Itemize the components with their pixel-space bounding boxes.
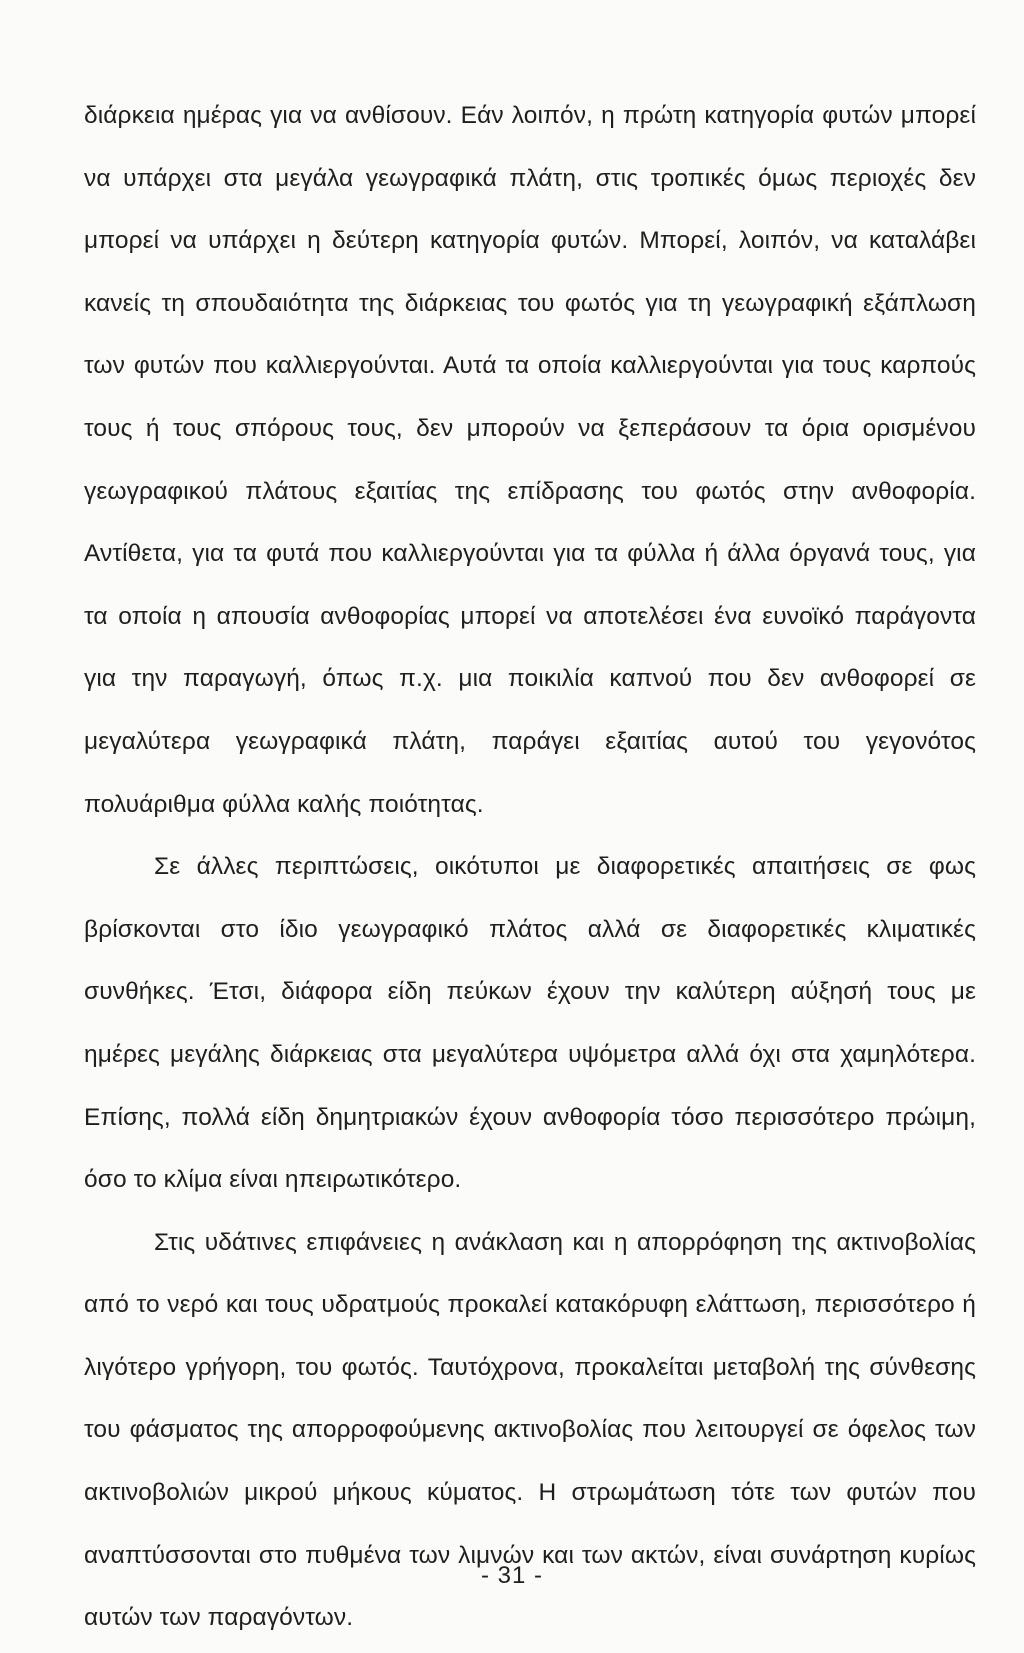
body-text [84,85,976,1650]
paragraph-1: διάρκεια ημέρας για να ανθίσουν. Εάν λοιπόν, η πρώτη κατηγορία φυτών μπορεί να υπάρχει στα μεγάλα γεωγραφικά πλάτη, στις τροπικές όμως περιοχές δεν μπορεί να υπάρχει η δεύτερη κατηγορία φυτών. Μπορεί, λοιπόν, να καταλάβει κανείς τη σπουδαιότητα της διάρκειας του φωτός για τη γεωγραφική εξάπλωση των φυτών που καλλιεργούνται. Αυτά τα οποία καλλιεργούνται για τους καρπούς τους ή τους σπόρους τους, δεν μπορούν να ξεπεράσουν τα όρια ορισμένου γεωγραφικού πλάτους εξαιτίας της επίδρασης του φωτός στην ανθοφορία. Αντίθετα, για τα φυτά που καλλιεργούνται για τα φύλλα ή άλλα όργανά τους, για τα οποία η απουσία ανθοφορίας μπορεί να αποτελέσει ένα ευνοϊκό παράγοντα για την παραγωγή, όπως π.χ. μια ποικιλία καπνού που δεν ανθοφορεί σε μεγαλύτερα γεωγραφικά πλάτη, παράγει εξαιτίας αυτού του γεγονότος πολυάριθμα φύλλα καλής ποιότητας. [84,102,976,818]
paragraph-3: Στις υδάτινες επιφάνειες η ανάκλαση και η απορρόφηση της ακτινοβολίας από το νερό και τους υδρατμούς προκαλεί κατακόρυφη ελάττωση, περισσότερο ή λιγότερο γρήγορη, του φωτός. Ταυτόχρονα, προκαλείται μεταβολή της σύνθεσης του φάσματος της απορροφούμενης ακτινοβολίας που λειτουργεί σε όφελος των ακτινοβολιών μικρού μήκους κύματος. Η στρωμάτωση τότε των φυτών που αναπτύσσονται στο πυθμένα των λιμνών και των ακτών, είναι συνάρτηση κυρίως αυτών των παραγόντων. [84,1228,976,1632]
paragraph-2: Σε άλλες περιπτώσεις, οικότυποι με διαφορετικές απαιτήσεις σε φως βρίσκονται στο ίδιο γεωγραφικό πλάτος αλλά σε διαφορετικές κλιματικές συνθήκες. Έτσι, διάφορα είδη πεύκων έχουν την καλύτερη αύξησή τους με ημέρες μεγάλης διάρκειας στα μεγαλύτερα υψόμετρα αλλά όχι στα χαμηλότερα. Επίσης, πολλά είδη δημητριακών έχουν ανθοφορία τόσο περισσότερο πρώιμη, όσο το κλίμα είναι ηπειρωτικότερο. [84,853,976,1194]
page-number: - 31 - [480,1562,543,1589]
